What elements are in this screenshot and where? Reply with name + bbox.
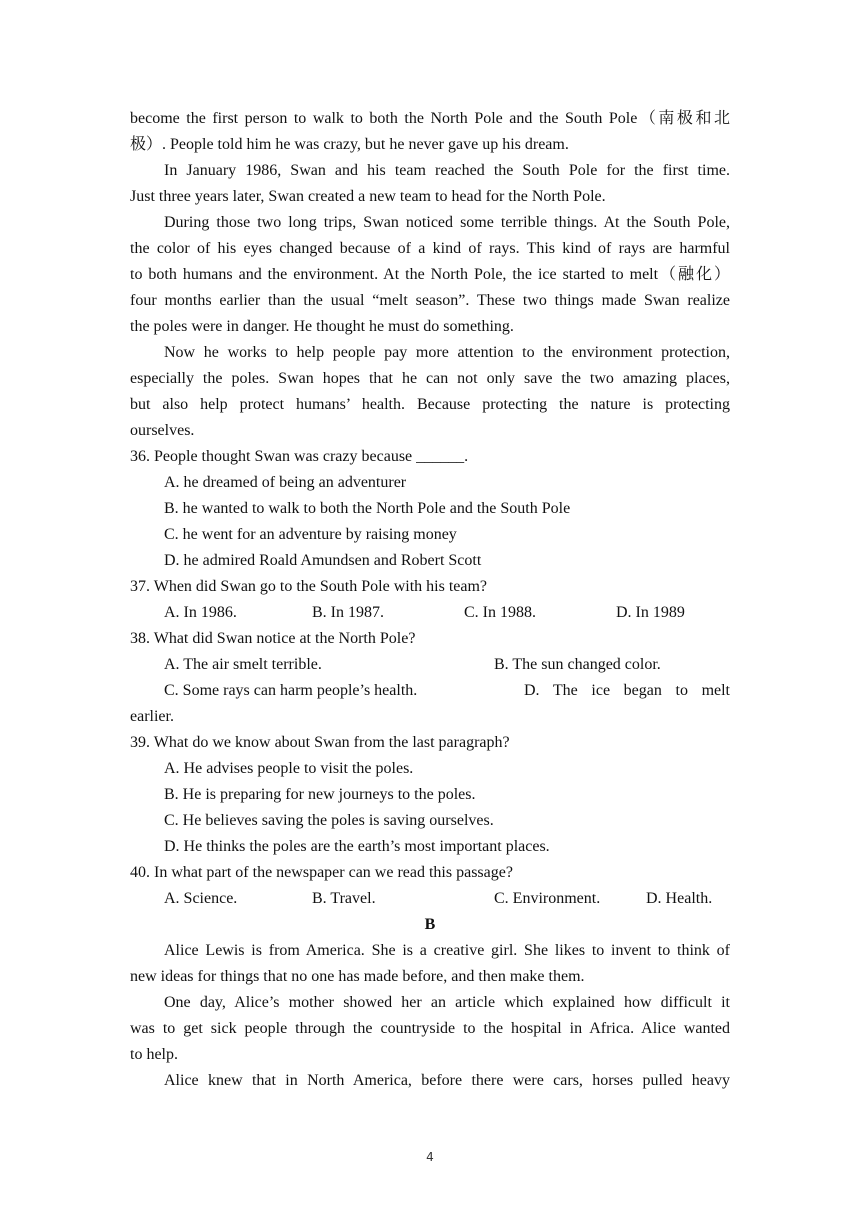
option: C. He believes saving the poles is saving ourselves.: [164, 812, 494, 829]
option: C. Environment.: [494, 890, 601, 907]
option: C. Some rays can harm people’s health.: [164, 682, 418, 699]
text-line: but also help protect humans’ health. Because protecting the nature is protecting: [130, 396, 730, 413]
option: B. The sun changed color.: [494, 656, 661, 673]
option: B. Travel.: [312, 890, 376, 907]
option: C. In 1988.: [464, 604, 536, 621]
text-line: ourselves.: [130, 422, 195, 439]
text-line: especially the poles. Swan hopes that he can not only save the two amazing places,: [130, 370, 730, 387]
text-line: to help.: [130, 1046, 178, 1063]
page-number: 4: [426, 1150, 434, 1164]
option-row: [130, 886, 730, 912]
option: A. In 1986.: [164, 604, 237, 621]
option: A. he dreamed of being an adventurer: [164, 474, 407, 491]
option: D. he admired Roald Amundsen and Robert Scott: [164, 552, 482, 569]
text-line: the poles were in danger. He thought he must do something.: [130, 318, 514, 335]
text-line: In January 1986, Swan and his team reached the South Pole for the first time.: [164, 162, 730, 179]
option: B. In 1987.: [312, 604, 384, 621]
question-stem: 40. In what part of the newspaper can we read this passage?: [130, 864, 513, 881]
section-heading: B: [424, 916, 436, 933]
option: B. he wanted to walk to both the North Pole and the South Pole: [164, 500, 571, 517]
text-line: Alice knew that in North America, before there were cars, horses pulled heavy: [164, 1072, 730, 1089]
text-line: the color of his eyes changed because of a kind of rays. This kind of rays are harmful: [130, 240, 730, 257]
option-continuation: earlier.: [130, 708, 174, 725]
option-row: [130, 600, 730, 626]
option: A. He advises people to visit the poles.: [164, 760, 414, 777]
question-stem: 39. What do we know about Swan from the last paragraph?: [130, 734, 510, 751]
text-line: During those two long trips, Swan noticed some terrible things. At the South Pole,: [164, 214, 730, 231]
question-stem: 36. People thought Swan was crazy because ______.: [130, 448, 469, 465]
question-stem: 38. What did Swan notice at the North Pole?: [130, 630, 416, 647]
text-line: Just three years later, Swan created a new team to head for the North Pole.: [130, 188, 606, 205]
question-stem: 37. When did Swan go to the South Pole with his team?: [130, 578, 488, 595]
text-line: four months earlier than the usual “melt season”. These two things made Swan realize: [130, 292, 730, 309]
option: A. The air smelt terrible.: [164, 656, 322, 673]
text-line: new ideas for things that no one has made before, and then make them.: [130, 968, 585, 985]
document-page: [130, 106, 730, 1094]
text-line: Alice Lewis is from America. She is a creative girl. She likes to invent to think of: [164, 942, 730, 959]
option: D. He thinks the poles are the earth’s most important places.: [164, 838, 550, 855]
option: D. The ice began to melt: [524, 682, 730, 699]
option-row: [130, 678, 730, 704]
option: D. Health.: [646, 890, 713, 907]
text-line: was to get sick people through the countryside to the hospital in Africa. Alice wanted: [130, 1020, 730, 1037]
option: C. he went for an adventure by raising money: [164, 526, 457, 543]
text-line: One day, Alice’s mother showed her an article which explained how difficult it: [164, 994, 730, 1011]
text-line: Now he works to help people pay more attention to the environment protection,: [164, 344, 730, 361]
option: A. Science.: [164, 890, 238, 907]
option: D. In 1989: [616, 604, 685, 621]
text-line: to both humans and the environment. At the North Pole, the ice started to melt（融化）: [130, 266, 730, 283]
text-line: 极）. People told him he was crazy, but he never gave up his dream.: [130, 136, 569, 153]
text-line: become the first person to walk to both the North Pole and the South Pole（南极和北: [130, 110, 730, 127]
option-row: [130, 652, 730, 678]
option: B. He is preparing for new journeys to the poles.: [164, 786, 476, 803]
